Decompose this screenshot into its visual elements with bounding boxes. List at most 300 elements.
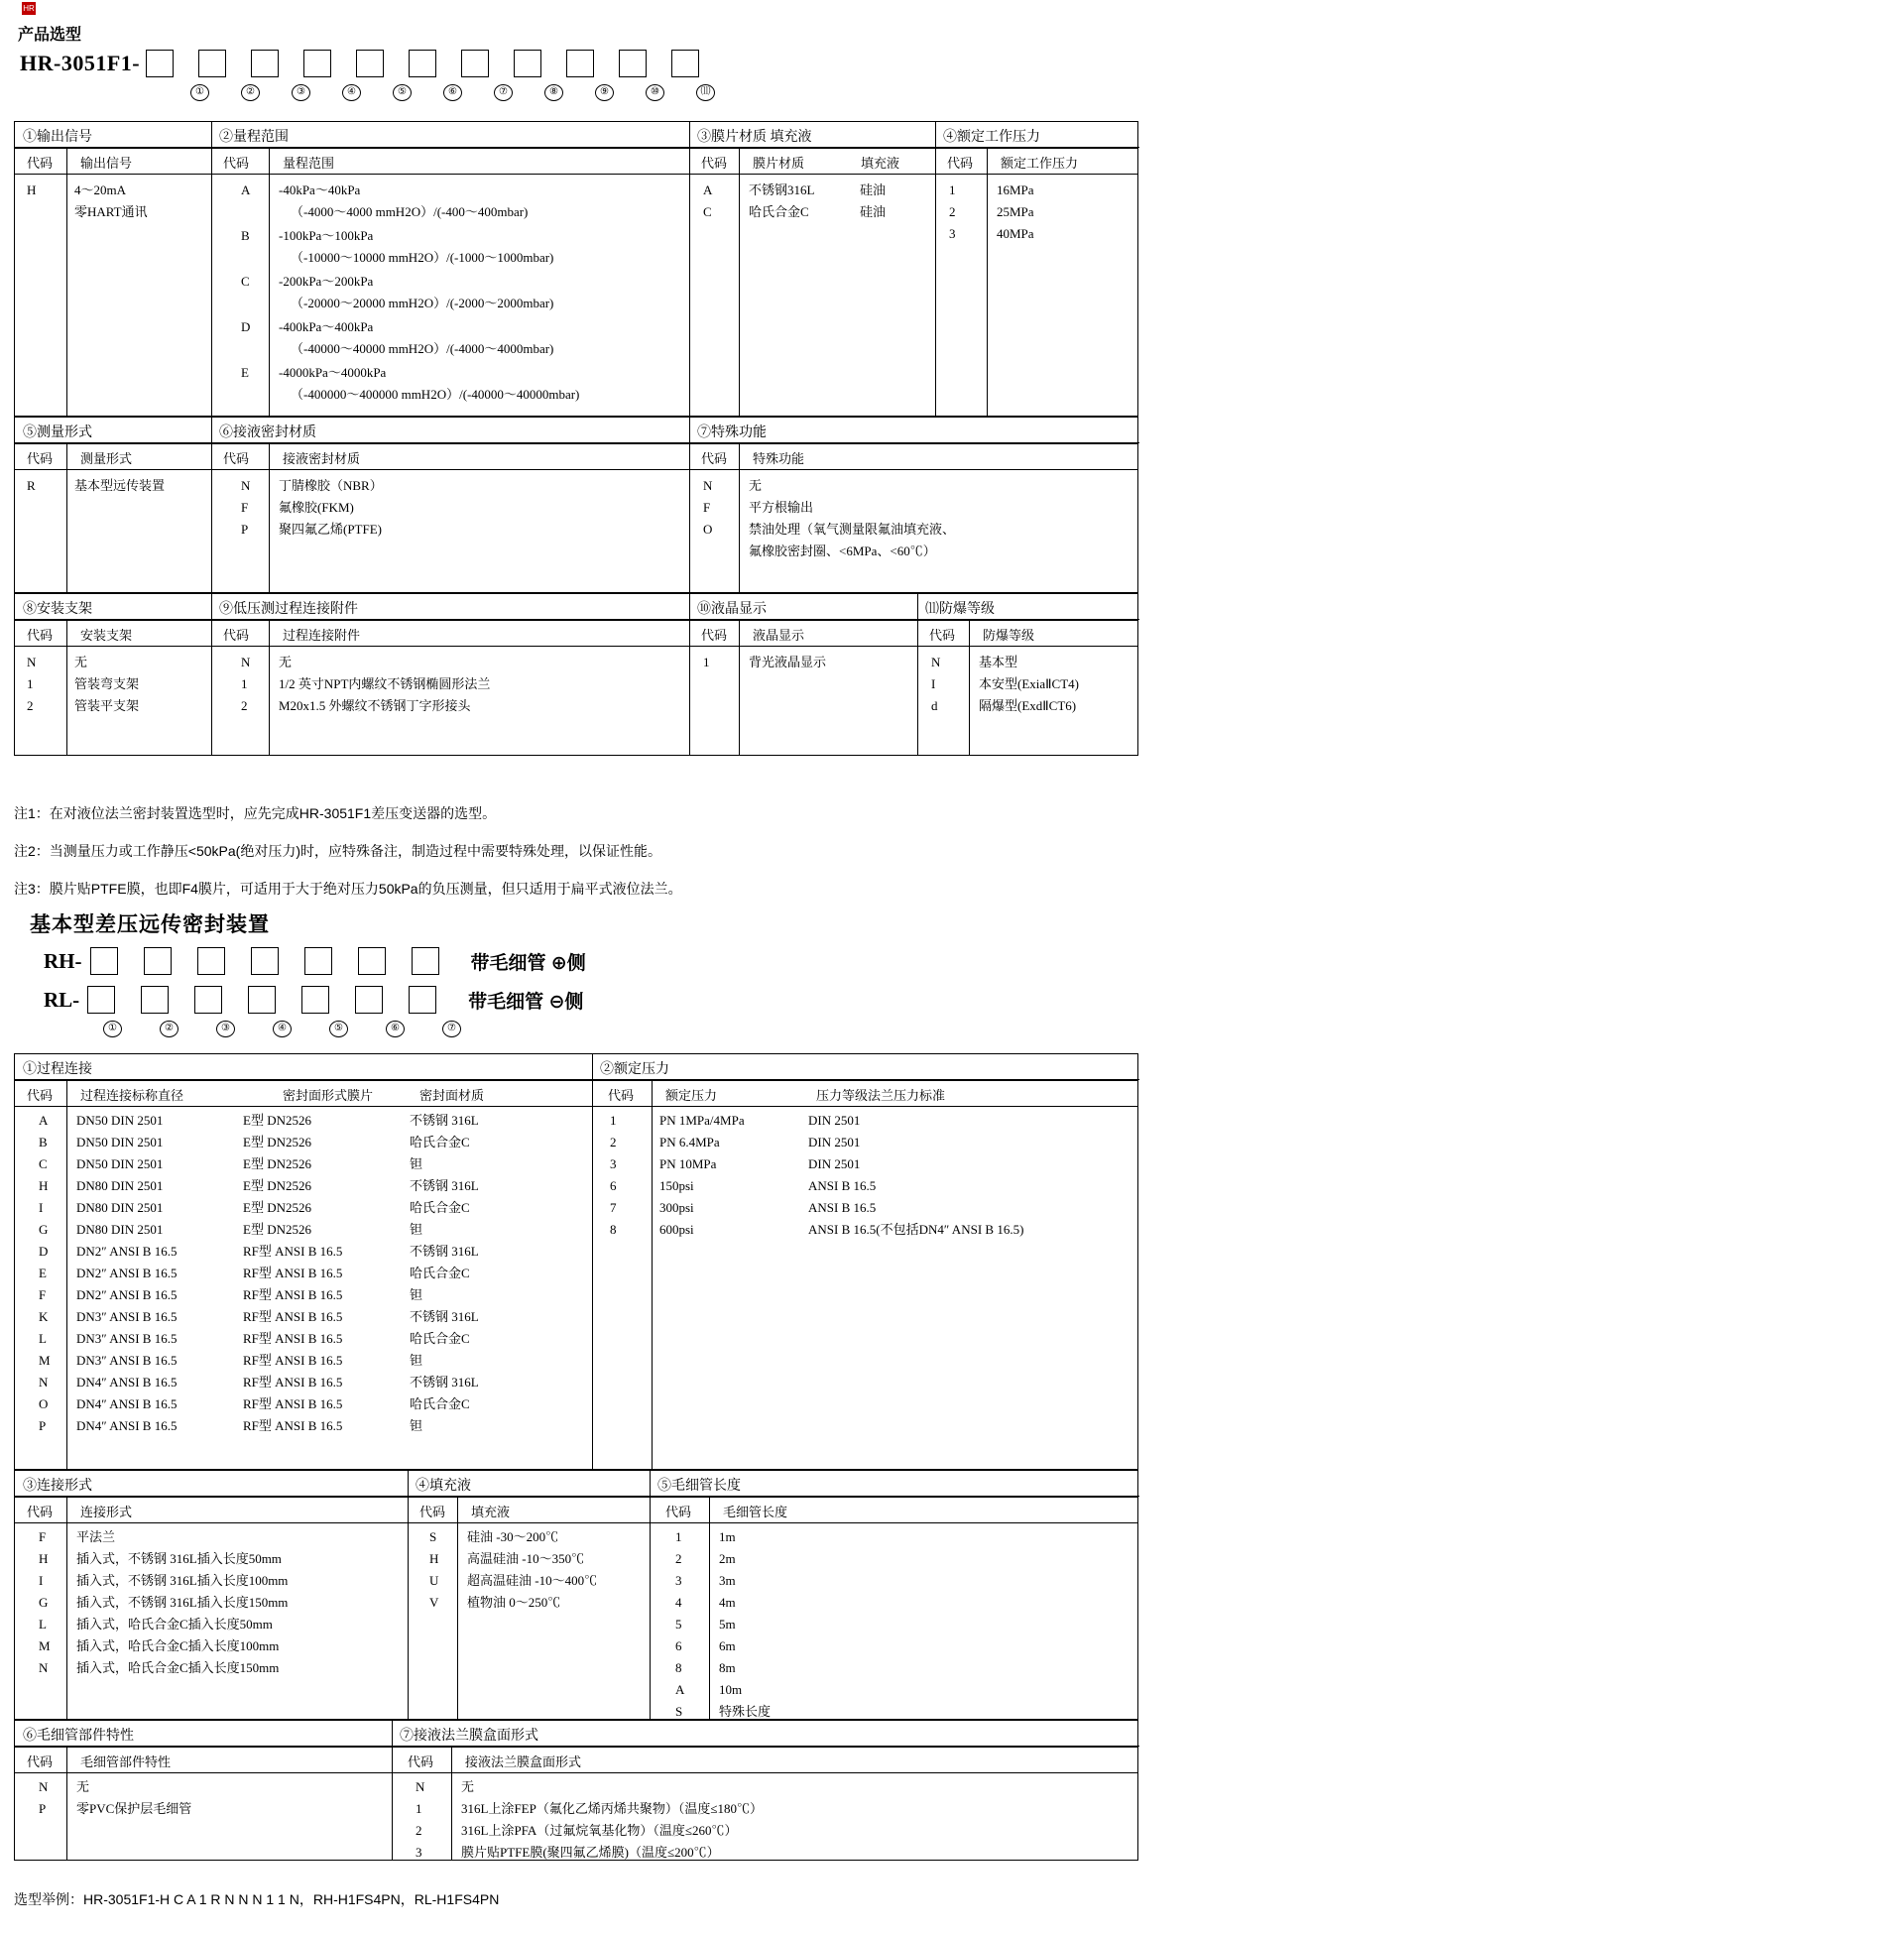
t2-e-l1: -4000kPa～4000kPa xyxy=(279,365,387,380)
t6-code-p: P xyxy=(241,522,249,537)
code-box-3[interactable] xyxy=(251,50,279,77)
p3-val-l: 插入式，哈氏合金C插入长度50mm xyxy=(76,1617,273,1632)
p1-h-code: 代码 xyxy=(27,1088,54,1103)
p6-code-n: N xyxy=(39,1779,49,1794)
p3-code-h: H xyxy=(39,1551,49,1566)
p1-code-m: M xyxy=(39,1353,51,1368)
t2-h-range: 量程范围 xyxy=(283,156,335,171)
p2-std-8: ANSI B 16.5(不包括DN4″ ANSI B 16.5) xyxy=(808,1222,1024,1237)
rh-box-1[interactable] xyxy=(90,947,118,975)
marker2-7: ⑦ xyxy=(423,1020,480,1037)
t2-d-l1: -400kPa～400kPa xyxy=(279,319,374,334)
p1-code-i: I xyxy=(39,1200,44,1215)
p5-val-2: 2m xyxy=(719,1551,736,1566)
t7-code-n: N xyxy=(703,478,713,493)
rh-box-3[interactable] xyxy=(197,947,225,975)
marker2-5: ⑤ xyxy=(310,1020,367,1037)
p7-val-n: 无 xyxy=(461,1779,475,1794)
t9-title: ⑨低压测过程连接附件 xyxy=(211,594,689,620)
p2-std-1: DIN 2501 xyxy=(808,1113,861,1128)
p1-seal-m: RF型 ANSI B 16.5 xyxy=(243,1353,343,1368)
p1-mat-l: 哈氏合金C xyxy=(410,1331,470,1346)
t3-h-mat: 膜片材质 xyxy=(753,156,805,171)
t7-title: ⑦特殊功能 xyxy=(689,418,1139,443)
example-footer: 选型举例：HR-3051F1-H C A 1 R N N N 1 1 N，RH-H1FS4PN，RL-H1FS4PN xyxy=(14,1891,500,1907)
marker-6: ⑥ xyxy=(427,83,478,101)
marker-9: ⑨ xyxy=(579,83,630,101)
p3-code-g: G xyxy=(39,1595,49,1610)
t4-val-3: 40MPa xyxy=(997,226,1034,241)
t8-title: ⑧安装支架 xyxy=(15,594,211,620)
rh-box-7[interactable] xyxy=(412,947,439,975)
rl-box-4[interactable] xyxy=(248,986,276,1014)
p1-seal-a: E型 DN2526 xyxy=(243,1113,311,1128)
p1-mat-o: 哈氏合金C xyxy=(410,1396,470,1411)
p1-mat-b: 哈氏合金C xyxy=(410,1135,470,1149)
code-box-7[interactable] xyxy=(461,50,489,77)
table-block-6 xyxy=(14,1720,1138,1861)
p3-h-val: 连接形式 xyxy=(80,1505,133,1519)
p2-title: ②额定压力 xyxy=(592,1054,1139,1080)
p1-seal-l: RF型 ANSI B 16.5 xyxy=(243,1331,343,1346)
t3-h-code: 代码 xyxy=(701,156,728,171)
p1-seal-n: RF型 ANSI B 16.5 xyxy=(243,1375,343,1390)
p1-mat-n: 不锈钢 316L xyxy=(410,1375,479,1390)
marker-3: ③ xyxy=(276,83,326,101)
p1-dn-n: DN4″ ANSI B 16.5 xyxy=(76,1375,178,1390)
p1-dn-a: DN50 DIN 2501 xyxy=(76,1113,164,1128)
marker-7: ⑦ xyxy=(478,83,529,101)
note-1: 注1：在对液位法兰密封装置选型时，应先完成HR-3051F1差压变送器的选型。 xyxy=(14,805,497,821)
t4-val-2: 25MPa xyxy=(997,204,1034,219)
p1-seal-e: RF型 ANSI B 16.5 xyxy=(243,1266,343,1280)
t9-val-2: M20x1.5 外螺纹不锈钢丁字形接头 xyxy=(279,698,471,713)
p5-code-5: 5 xyxy=(675,1617,682,1632)
t11-h-code: 代码 xyxy=(929,628,956,643)
p2-pres-1: PN 1MPa/4MPa xyxy=(659,1113,745,1128)
t10-h-code: 代码 xyxy=(701,628,728,643)
p5-val-1: 1m xyxy=(719,1529,736,1544)
t7-code-o: O xyxy=(703,522,713,537)
t11-val-n: 基本型 xyxy=(979,655,1018,669)
code-box-2[interactable] xyxy=(198,50,226,77)
marker-1: ① xyxy=(175,83,225,101)
table-block-4 xyxy=(14,1053,1138,1470)
t3-fluid-c: 硅油 xyxy=(860,204,887,219)
p6-val-p: 零PVC保护层毛细管 xyxy=(76,1801,192,1816)
p1-code-n: N xyxy=(39,1375,49,1390)
t3-title: ③膜片材质 填充液 xyxy=(689,122,935,148)
t6-val-n: 丁腈橡胶（NBR） xyxy=(279,478,383,493)
p5-code-2: 2 xyxy=(675,1551,682,1566)
p3-code-n: N xyxy=(39,1660,49,1675)
p1-seal-o: RF型 ANSI B 16.5 xyxy=(243,1396,343,1411)
p2-pres-7: 300psi xyxy=(659,1200,694,1215)
t10-code-1: 1 xyxy=(703,655,710,669)
p5-val-s: 特殊长度 xyxy=(719,1704,772,1719)
p5-code-1: 1 xyxy=(675,1529,682,1544)
p2-code-8: 8 xyxy=(610,1222,617,1237)
p3-val-i: 插入式，不锈钢 316L插入长度100mm xyxy=(76,1573,289,1588)
rl-box-1[interactable] xyxy=(87,986,115,1014)
rh-box-2[interactable] xyxy=(144,947,172,975)
table-block-2 xyxy=(14,417,1138,593)
p1-seal-c: E型 DN2526 xyxy=(243,1156,311,1171)
t9-val-1: 1/2 英寸NPT内螺纹不锈钢椭圆形法兰 xyxy=(279,676,491,691)
t7-code-f: F xyxy=(703,500,711,515)
p2-h-pres: 额定压力 xyxy=(665,1088,718,1103)
p4-code-h: H xyxy=(429,1551,439,1566)
p1-code-c: C xyxy=(39,1156,48,1171)
p1-dn-d: DN2″ ANSI B 16.5 xyxy=(76,1244,178,1259)
marker-2: ② xyxy=(225,83,276,101)
rh-code-line xyxy=(44,947,586,975)
p1-code-b: B xyxy=(39,1135,48,1149)
rh-label: RH- xyxy=(44,948,82,973)
p1-mat-k: 不锈钢 316L xyxy=(410,1309,479,1324)
p3-code-m: M xyxy=(39,1638,51,1653)
p7-val-2: 316L上涂PFA（过氟烷氧基化物）（温度≤260℃） xyxy=(461,1823,738,1838)
t9-code-n: N xyxy=(241,655,251,669)
table-block-3 xyxy=(14,593,1138,756)
t10-val-1: 背光液晶显示 xyxy=(749,655,827,669)
p3-val-g: 插入式，不锈钢 316L插入长度150mm xyxy=(76,1595,289,1610)
code-box-1[interactable] xyxy=(146,50,174,77)
p1-dn-m: DN3″ ANSI B 16.5 xyxy=(76,1353,178,1368)
p1-code-g: G xyxy=(39,1222,49,1237)
code-box-9[interactable] xyxy=(566,50,594,77)
t6-code-n: N xyxy=(241,478,251,493)
t4-code-3: 3 xyxy=(949,226,956,241)
code-box-4[interactable] xyxy=(303,50,331,77)
p1-dn-k: DN3″ ANSI B 16.5 xyxy=(76,1309,178,1324)
p1-h-dn: 过程连接标称直径 xyxy=(80,1088,184,1103)
t11-code-i: I xyxy=(931,676,936,691)
model-code-line xyxy=(20,50,724,77)
p4-code-v: V xyxy=(429,1595,439,1610)
t11-h-val: 防爆等级 xyxy=(983,628,1035,643)
t1-h-sig: 输出信号 xyxy=(80,156,133,171)
t6-code-f: F xyxy=(241,500,249,515)
p1-seal-f: RF型 ANSI B 16.5 xyxy=(243,1287,343,1302)
t4-val-1: 16MPa xyxy=(997,182,1034,197)
p1-mat-c: 钽 xyxy=(410,1156,423,1171)
logo-icon: HR xyxy=(23,4,35,13)
p1-dn-l: DN3″ ANSI B 16.5 xyxy=(76,1331,178,1346)
p5-code-8: 8 xyxy=(675,1660,682,1675)
p1-mat-d: 不锈钢 316L xyxy=(410,1244,479,1259)
t9-code-2: 2 xyxy=(241,698,248,713)
p5-code-4: 4 xyxy=(675,1595,682,1610)
t2-title: ②量程范围 xyxy=(211,122,689,148)
p2-pres-8: 600psi xyxy=(659,1222,694,1237)
t9-code-1: 1 xyxy=(241,676,248,691)
t11-title: ⑾防爆等级 xyxy=(917,594,1139,620)
p4-val-s: 硅油 -30～200℃ xyxy=(467,1529,559,1544)
p2-pres-6: 150psi xyxy=(659,1178,694,1193)
p5-val-3: 3m xyxy=(719,1573,736,1588)
p5-val-5: 5m xyxy=(719,1617,736,1632)
t3-mat-a: 不锈钢316L xyxy=(749,182,815,197)
p1-mat-a: 不锈钢 316L xyxy=(410,1113,479,1128)
t2-b-l2: （-10000～10000 mmH2O）/(-1000～1000mbar) xyxy=(291,250,554,265)
p1-mat-g: 钽 xyxy=(410,1222,423,1237)
t2-c-l1: -200kPa～200kPa xyxy=(279,274,374,289)
t8-h-code: 代码 xyxy=(27,628,54,643)
p5-code-s: S xyxy=(675,1704,683,1719)
note-2: 注2：当测量压力或工作静压<50kPa(绝对压力)时，应特殊备注，制造过程中需要特殊处理，以保证性能。 xyxy=(14,843,661,859)
p7-code-1: 1 xyxy=(416,1801,422,1816)
t5-h-val: 测量形式 xyxy=(80,451,133,466)
p1-dn-c: DN50 DIN 2501 xyxy=(76,1156,164,1171)
rl-tail-label: 带毛细管 ⊖侧 xyxy=(468,991,584,1013)
p6-h-val: 毛细管部件特性 xyxy=(80,1754,172,1769)
p2-pres-3: PN 10MPa xyxy=(659,1156,717,1171)
t1-row-code: H xyxy=(27,182,37,197)
t5-code-r: R xyxy=(27,478,36,493)
t9-h-val: 过程连接附件 xyxy=(283,628,361,643)
p6-val-n: 无 xyxy=(76,1779,90,1794)
rl-box-7[interactable] xyxy=(409,986,436,1014)
rh-box-5[interactable] xyxy=(304,947,332,975)
p1-dn-o: DN4″ ANSI B 16.5 xyxy=(76,1396,178,1411)
p5-h-val: 毛细管长度 xyxy=(723,1505,788,1519)
p7-h-code: 代码 xyxy=(408,1754,434,1769)
p1-dn-p: DN4″ ANSI B 16.5 xyxy=(76,1418,178,1433)
t7-val-f: 平方根输出 xyxy=(749,500,814,515)
t2-code-c: C xyxy=(241,274,250,289)
t6-h-code: 代码 xyxy=(223,451,250,466)
rl-box-6[interactable] xyxy=(355,986,383,1014)
p4-title: ④填充液 xyxy=(408,1471,650,1497)
p1-code-k: K xyxy=(39,1309,49,1324)
t9-val-n: 无 xyxy=(279,655,293,669)
t6-val-f: 氟橡胶(FKM) xyxy=(279,500,354,515)
marker2-6: ⑥ xyxy=(367,1020,423,1037)
t9-h-code: 代码 xyxy=(223,628,250,643)
p4-code-s: S xyxy=(429,1529,437,1544)
model-prefix: HR-3051F1- xyxy=(20,51,141,75)
code-box-8[interactable] xyxy=(514,50,541,77)
p6-h-code: 代码 xyxy=(27,1754,54,1769)
p2-code-2: 2 xyxy=(610,1135,617,1149)
marker2-1: ① xyxy=(84,1020,141,1037)
rl-label: RL- xyxy=(44,987,80,1012)
marker2-2: ② xyxy=(141,1020,197,1037)
p1-dn-e: DN2″ ANSI B 16.5 xyxy=(76,1266,178,1280)
t2-code-e: E xyxy=(241,365,249,380)
t2-c-l2: （-20000～20000 mmH2O）/(-2000～2000mbar) xyxy=(291,296,554,310)
p1-seal-g: E型 DN2526 xyxy=(243,1222,311,1237)
t2-code-d: D xyxy=(241,319,251,334)
t4-h-code: 代码 xyxy=(947,156,974,171)
t1-row-line1: 4～20mA xyxy=(74,182,127,197)
t6-title: ⑥接液密封材质 xyxy=(211,418,689,443)
t2-code-b: B xyxy=(241,228,250,243)
marker-4: ④ xyxy=(326,83,377,101)
p2-code-3: 3 xyxy=(610,1156,617,1171)
p1-seal-k: RF型 ANSI B 16.5 xyxy=(243,1309,343,1324)
p5-val-8: 8m xyxy=(719,1660,736,1675)
p2-h-std: 压力等级法兰压力标准 xyxy=(816,1088,946,1103)
p2-pres-2: PN 6.4MPa xyxy=(659,1135,720,1149)
t8-code-2: 2 xyxy=(27,698,34,713)
p1-dn-i: DN80 DIN 2501 xyxy=(76,1200,164,1215)
p1-seal-d: RF型 ANSI B 16.5 xyxy=(243,1244,343,1259)
p1-mat-p: 钽 xyxy=(410,1418,423,1433)
t7-h-val: 特殊功能 xyxy=(753,451,805,466)
p1-seal-i: E型 DN2526 xyxy=(243,1200,311,1215)
code-box-10[interactable] xyxy=(619,50,647,77)
t5-val-r: 基本型远传装置 xyxy=(74,478,166,493)
t10-title: ⑩液晶显示 xyxy=(689,594,917,620)
p4-h-val: 填充液 xyxy=(471,1505,511,1519)
p1-seal-p: RF型 ANSI B 16.5 xyxy=(243,1418,343,1433)
p5-val-6: 6m xyxy=(719,1638,736,1653)
t3-code-c: C xyxy=(703,204,712,219)
note-3: 注3：膜片贴PTFE膜，也即F4膜片，可适用于大于绝对压力50kPa的负压测量，但只适用于扁平式液位法兰。 xyxy=(14,881,682,897)
t7-val-o: 禁油处理（氧气测量限氟油填充液、 xyxy=(749,522,956,537)
p5-val-a: 10m xyxy=(719,1682,743,1697)
p7-code-2: 2 xyxy=(416,1823,422,1838)
p1-code-h: H xyxy=(39,1178,49,1193)
p3-val-f: 平法兰 xyxy=(76,1529,116,1544)
t1-row-line2: 零HART通讯 xyxy=(74,204,148,219)
p4-code-u: U xyxy=(429,1573,439,1588)
p1-h-seal: 密封面形式膜片 xyxy=(283,1088,374,1103)
t2-b-l1: -100kPa～100kPa xyxy=(279,228,374,243)
p1-seal-b: E型 DN2526 xyxy=(243,1135,311,1149)
code-box-11[interactable] xyxy=(671,50,699,77)
p3-val-h: 插入式，不锈钢 316L插入长度50mm xyxy=(76,1551,282,1566)
t11-val-i: 本安型(ExiaⅡCT4) xyxy=(979,676,1079,691)
p1-code-e: E xyxy=(39,1266,47,1280)
p1-code-f: F xyxy=(39,1287,47,1302)
p5-title: ⑤毛细管长度 xyxy=(650,1471,1139,1497)
p7-code-3: 3 xyxy=(416,1845,422,1860)
rl-code-line xyxy=(44,986,583,1014)
p1-code-p: P xyxy=(39,1418,47,1433)
p7-code-n: N xyxy=(416,1779,425,1794)
rhrl-markers xyxy=(84,1020,480,1037)
p3-val-n: 插入式，哈氏合金C插入长度150mm xyxy=(76,1660,280,1675)
p2-std-3: DIN 2501 xyxy=(808,1156,861,1171)
t2-e-l2: （-400000～400000 mmH2O）/(-40000～40000mbar) xyxy=(291,387,580,402)
p1-code-l: L xyxy=(39,1331,47,1346)
p1-code-o: O xyxy=(39,1396,49,1411)
t8-val-2: 管装平支架 xyxy=(74,698,140,713)
p5-code-3: 3 xyxy=(675,1573,682,1588)
p3-h-code: 代码 xyxy=(27,1505,54,1519)
p7-title: ⑦接液法兰膜盒面形式 xyxy=(392,1721,1139,1747)
t1-h-code: 代码 xyxy=(27,156,54,171)
t3-h-fluid: 填充液 xyxy=(861,156,900,171)
p7-val-1: 316L上涂FEP（氟化乙烯丙烯共聚物）（温度≤180℃） xyxy=(461,1801,763,1816)
p1-mat-e: 哈氏合金C xyxy=(410,1266,470,1280)
t7-val-o2: 氟橡胶密封圈、<6MPa、<60℃） xyxy=(749,544,936,558)
rh-box-4[interactable] xyxy=(251,947,279,975)
rh-tail-label: 带毛细管 ⊕侧 xyxy=(470,952,586,974)
t6-h-val: 接液密封材质 xyxy=(283,451,361,466)
t5-h-code: 代码 xyxy=(27,451,54,466)
t4-h-val: 额定工作压力 xyxy=(1001,156,1079,171)
t11-code-d: d xyxy=(931,698,938,713)
t8-code-n: N xyxy=(27,655,37,669)
t3-fluid-a: 硅油 xyxy=(860,182,887,197)
marker-8: ⑧ xyxy=(529,83,579,101)
p4-val-u: 超高温硅油 -10～400℃ xyxy=(467,1573,598,1588)
p1-dn-g: DN80 DIN 2501 xyxy=(76,1222,164,1237)
p2-std-6: ANSI B 16.5 xyxy=(808,1178,877,1193)
t5-title: ⑤测量形式 xyxy=(15,418,211,443)
p4-val-h: 高温硅油 -10～350℃ xyxy=(467,1551,585,1566)
p2-code-6: 6 xyxy=(610,1178,617,1193)
rh-box-6[interactable] xyxy=(358,947,386,975)
p1-code-a: A xyxy=(39,1113,49,1128)
rl-box-2[interactable] xyxy=(141,986,169,1014)
p2-code-7: 7 xyxy=(610,1200,617,1215)
table-block-1 xyxy=(14,121,1138,417)
t11-val-d: 隔爆型(ExdⅡCT6) xyxy=(979,698,1077,713)
t2-code-a: A xyxy=(241,182,251,197)
t6-val-p: 聚四氟乙烯(PTFE) xyxy=(279,522,383,537)
t8-val-1: 管装弯支架 xyxy=(74,676,140,691)
p5-val-4: 4m xyxy=(719,1595,736,1610)
p1-mat-i: 哈氏合金C xyxy=(410,1200,470,1215)
marker-11: ⑾ xyxy=(680,83,731,101)
p6-code-p: P xyxy=(39,1801,47,1816)
t3-code-a: A xyxy=(703,182,713,197)
table-block-5 xyxy=(14,1470,1138,1720)
rl-box-3[interactable] xyxy=(194,986,222,1014)
p1-h-mat: 密封面材质 xyxy=(419,1088,485,1103)
code-box-6[interactable] xyxy=(409,50,436,77)
p1-dn-f: DN2″ ANSI B 16.5 xyxy=(76,1287,178,1302)
p1-mat-h: 不锈钢 316L xyxy=(410,1178,479,1193)
p4-val-v: 植物油 0～250℃ xyxy=(467,1595,561,1610)
page-title: 产品选型 xyxy=(18,27,82,44)
p2-std-2: DIN 2501 xyxy=(808,1135,861,1149)
t11-code-n: N xyxy=(931,655,941,669)
t8-h-val: 安装支架 xyxy=(80,628,133,643)
p7-val-3: 膜片贴PTFE膜(聚四氟乙烯膜)（温度≤200℃） xyxy=(461,1845,720,1860)
t10-h-val: 液晶显示 xyxy=(753,628,805,643)
section2-title: 基本型差压远传密封装置 xyxy=(30,913,270,936)
t8-code-1: 1 xyxy=(27,676,34,691)
t4-title: ④额定工作压力 xyxy=(935,122,1139,148)
t8-val-n: 无 xyxy=(74,655,88,669)
p3-val-m: 插入式，哈氏合金C插入长度100mm xyxy=(76,1638,280,1653)
t3-mat-c: 哈氏合金C xyxy=(749,204,809,219)
p1-mat-f: 钽 xyxy=(410,1287,423,1302)
p6-title: ⑥毛细管部件特性 xyxy=(15,1721,392,1747)
t2-a-l2: （-4000～4000 mmH2O）/(-400～400mbar) xyxy=(291,204,529,219)
p5-h-code: 代码 xyxy=(665,1505,692,1519)
p2-std-7: ANSI B 16.5 xyxy=(808,1200,877,1215)
t2-a-l1: -40kPa～40kPa xyxy=(279,182,361,197)
t2-h-code: 代码 xyxy=(223,156,250,171)
model-code-markers xyxy=(175,83,731,101)
p3-title: ③连接形式 xyxy=(15,1471,408,1497)
rl-box-5[interactable] xyxy=(301,986,329,1014)
p2-code-1: 1 xyxy=(610,1113,617,1128)
p3-code-l: L xyxy=(39,1617,47,1632)
p1-dn-b: DN50 DIN 2501 xyxy=(76,1135,164,1149)
code-box-5[interactable] xyxy=(356,50,384,77)
p2-h-code: 代码 xyxy=(608,1088,635,1103)
t4-code-2: 2 xyxy=(949,204,956,219)
p5-code-6: 6 xyxy=(675,1638,682,1653)
